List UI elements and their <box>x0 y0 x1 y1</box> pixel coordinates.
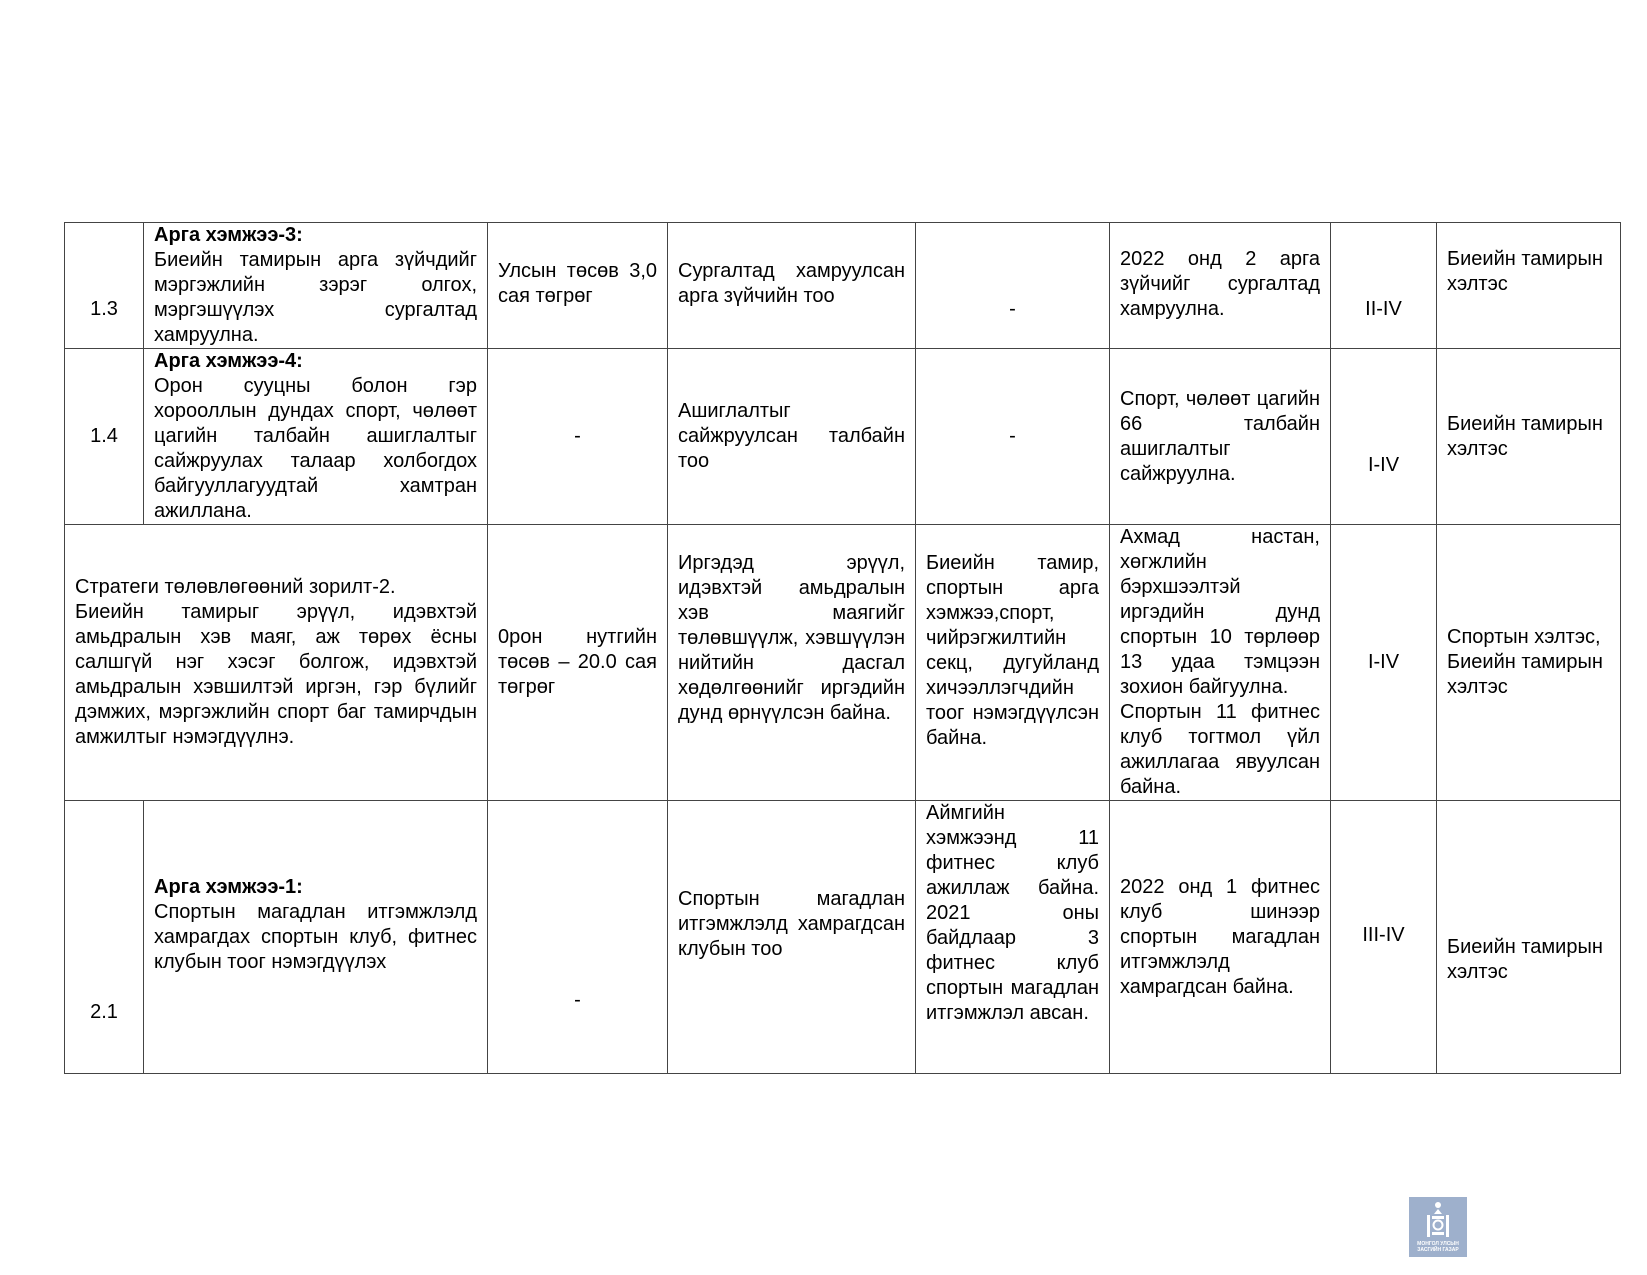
responsible-cell: Биеийн тамирын хэлтэс <box>1437 223 1621 349</box>
activity-title: Арга хэмжээ-4: <box>154 350 303 372</box>
activity-cell <box>144 349 488 525</box>
baseline-cell: - <box>916 349 1110 525</box>
budget-cell: Улсын төсөв 3,0 сая төгрөг <box>488 223 668 349</box>
row-number: 1.3 <box>65 223 144 349</box>
activity-text: Биеийн тамирын арга зүйчдийг мэргэжлийн зэрэг олгох, мэргэшүүлэх сургалтад хамруулна. <box>154 249 477 346</box>
table-row <box>65 223 1621 349</box>
quarter-cell: III-IV <box>1331 801 1437 1074</box>
budget-cell: - <box>488 349 668 525</box>
target-text: Спортын 11 фитнес клуб тогтмол үйл ажиллагаа явуулсан байна. <box>1120 701 1320 798</box>
target-cell <box>1110 525 1331 801</box>
target-text: Ахмад настан, хөгжлийн бэрхшээлтэй иргэдийн дунд спортын 10 төрлөөр 13 удаа тэмцээн зохион байгуулна. <box>1120 526 1320 698</box>
activity-title: Арга хэмжээ-1: <box>154 876 303 898</box>
baseline-cell: - <box>916 223 1110 349</box>
target-cell: 2022 онд 2 арга зүйчийг сургалтад хамруулна. <box>1110 223 1331 349</box>
indicator-cell: Иргэдэд эрүүл, идэвхтэй амьдралын хэв маягийг төлөвшүүлж, хэвшүүлэн нийтийн дасгал хөдөлгөөнийг иргэдийн дунд өрнүүлсэн байна. <box>668 525 916 801</box>
row-number: 1.4 <box>65 349 144 525</box>
responsible-cell: Биеийн тамирын хэлтэс <box>1437 801 1621 1074</box>
quarter-cell: II-IV <box>1331 223 1437 349</box>
activity-text: Спортын магадлан итгэмжлэлд хамрагдах спортын клуб, фитнес клубын тоог нэмэгдүүлэх <box>154 901 477 973</box>
row-number: 2.1 <box>65 801 144 1074</box>
baseline-cell: Аймгийн хэмжээнд 11 фитнес клуб ажиллаж байна. 2021 оны байдлаар 3 фитнес клуб спортын магадлан итгэмжлэл авсан. <box>916 801 1110 1074</box>
responsible-cell: Биеийн тамирын хэлтэс <box>1437 349 1621 525</box>
budget-cell: 0рон нутгийн төсөв – 20.0 сая төгрөг <box>488 525 668 801</box>
indicator-cell: Сургалтад хамруулсан арга зүйчийн тоо <box>668 223 916 349</box>
table-row <box>65 801 1621 1074</box>
soyombo-icon <box>1423 1201 1453 1239</box>
objective-text: Биеийн тамирыг эрүүл, идэвхтэй амьдралын хэв маяг, аж төрөх ёсны салшгүй нэг хэсэг болгож, идэвхтэй амьдралын хэвшилтэй иргэн, гэр бүлийг дэмжих, мэргэжлийн спорт баг тамирчдын амжилтыг нэмэгдүүлнэ. <box>75 601 477 748</box>
responsible-cell: Спортын хэлтэс, Биеийн тамирын хэлтэс <box>1437 525 1621 801</box>
logo-text: МОНГОЛ УЛСЫН ЗАСГИЙН ГАЗАР <box>1417 1241 1459 1253</box>
indicator-cell: Спортын магадлан итгэмжлэлд хамрагдсан клубын тоо <box>668 801 916 1074</box>
activity-cell <box>144 223 488 349</box>
target-cell: 2022 онд 1 фитнес клуб шинээр спортын магадлан итгэмжлэлд хамрагдсан байна. <box>1110 801 1331 1074</box>
table-row <box>65 525 1621 801</box>
objective-title: Стратеги төлөвлөгөөний зорилт-2. <box>75 576 396 598</box>
quarter-cell: I-IV <box>1331 525 1437 801</box>
quarter-cell: I-IV <box>1331 349 1437 525</box>
action-plan-table <box>64 222 1621 1074</box>
table-row <box>65 349 1621 525</box>
activity-title: Арга хэмжээ-3: <box>154 224 303 246</box>
activity-cell <box>144 801 488 1074</box>
government-emblem-logo <box>1409 1197 1467 1257</box>
budget-cell: - <box>488 801 668 1074</box>
indicator-cell: Ашиглалтыг сайжруулсан талбайн тоо <box>668 349 916 525</box>
baseline-cell: Биеийн тамир, спортын арга хэмжээ,спорт, чийрэгжилтийн секц, дугуйланд хичээллэгчдийн тоог нэмэгдүүлсэн байна. <box>916 525 1110 801</box>
objective-cell <box>65 525 488 801</box>
activity-text: Орон сууцны болон гэр хорооллын дундах спорт, чөлөөт цагийн талбайн ашиглалтыг сайжруулах талаар холбогдох байгууллагуудтай хамтран ажиллана. <box>154 375 477 522</box>
target-cell: Спорт, чөлөөт цагийн 66 талбайн ашиглалтыг сайжруулна. <box>1110 349 1331 525</box>
